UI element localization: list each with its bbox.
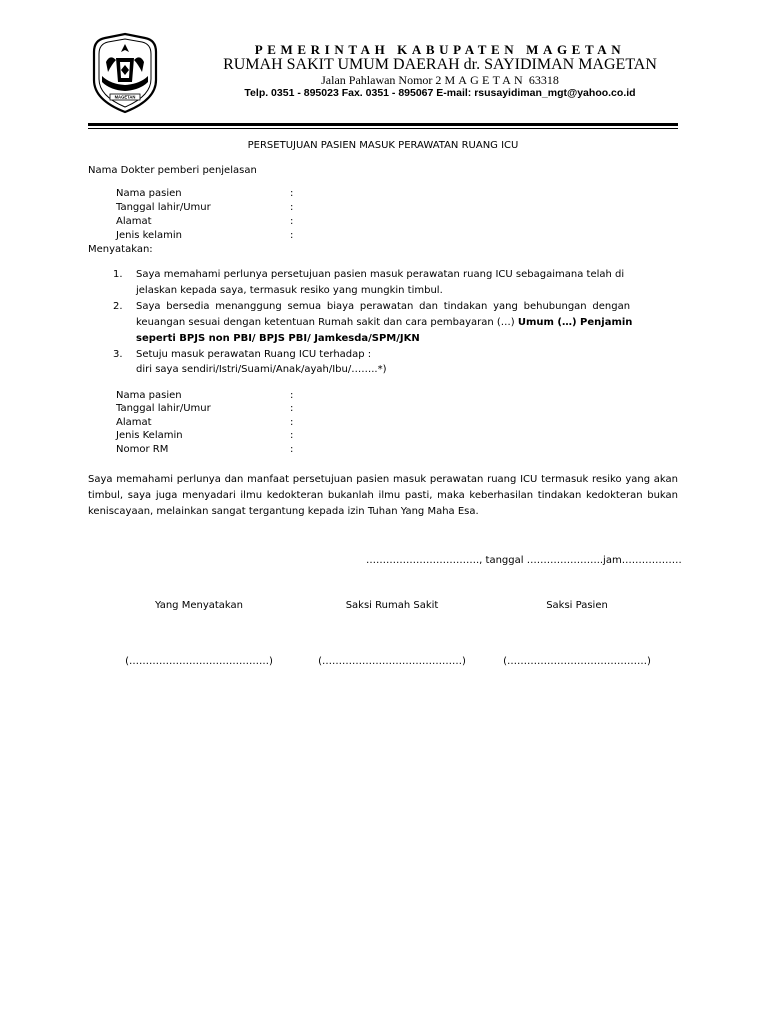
letterhead-divider-thin [88, 128, 678, 129]
signature-role-declarer: Yang Menyatakan [154, 600, 244, 611]
letterhead-address [170, 73, 710, 88]
item-2-line-1: Saya bersedia menanggung semua biaya perawatan dan tindakan yang behubungan dengan [136, 301, 631, 312]
subject-dob-label: Tanggal lahir/Umur [116, 403, 211, 414]
date-time-line: ……………………………., tanggal …………………..jam……………… [366, 555, 682, 566]
subject-gender-label: Jenis Kelamin [116, 430, 183, 441]
patient-name-label: Nama pasien [116, 188, 182, 199]
patient-gender-label: Jenis kelamin [116, 230, 182, 241]
item-3-line-1: Setuju masuk perawatan Ruang ICU terhadap : [136, 349, 372, 360]
subject-dob-colon: : [290, 403, 294, 414]
signature-blank-declarer: (……………………………………) [125, 656, 273, 667]
signature-role-hospital-witness: Saksi Rumah Sakit [345, 600, 439, 611]
letterhead-hospital-name: RUMAH SAKIT UMUM DAERAH dr. SAYIDIMAN MAGETAN [223, 56, 657, 73]
signature-role-patient-witness: Saksi Pasien [546, 600, 608, 611]
letterhead-government: PEMERINTAH KABUPATEN MAGETAN [254, 42, 626, 57]
patient-gender-colon: : [290, 230, 294, 241]
item-3-number: 3. [113, 349, 123, 360]
patient-address-label: Alamat [116, 216, 152, 227]
item-2-line-3: seperti BPJS non PBI/ BPJS PBI/ Jamkesda/SPM/JKN [136, 333, 420, 344]
address-postcode: 63318 [528, 73, 559, 87]
subject-address-label: Alamat [116, 417, 152, 428]
item-2-line-2 [136, 316, 632, 329]
address-street: Jalan Pahlawan Nomor 2 [321, 73, 442, 87]
statement-paragraph: Saya memahami perlunya dan manfaat persetujuan pasien masuk perawatan ruang ICU termasuk resiko yang akan timbul, saya juga menyadari ilmu kedokteran bukanlah ilmu pasti, maka keberhasilan tindakan kedokteran bukan keniscayaan, melainkan sangat tergantung kepada izin Tuhan Yang Maha Esa. [88, 474, 678, 517]
declares-label: Menyatakan: [88, 244, 153, 255]
patient-dob-colon: : [290, 202, 294, 213]
regency-seal-icon [90, 32, 160, 114]
patient-dob-label: Tanggal lahir/Umur [116, 202, 211, 213]
signature-blank-hospital-witness: (……………………………………) [318, 656, 466, 667]
subject-name-label: Nama pasien [116, 390, 182, 401]
item-2-number: 2. [113, 301, 123, 312]
form-title: PERSETUJUAN PASIEN MASUK PERAWATAN RUANG ICU [247, 140, 519, 151]
subject-address-colon: : [290, 417, 294, 428]
subject-name-colon: : [290, 390, 294, 401]
letterhead-divider-thick [88, 123, 678, 126]
address-city: MAGETAN [444, 73, 526, 87]
item-2-line-2-text: keuangan sesuai dengan ketentuan Rumah sakit dan cara pembayaran (…) [136, 317, 518, 328]
doctor-label: Nama Dokter pemberi penjelasan [88, 165, 257, 176]
svg-text:MAGETAN: MAGETAN [114, 94, 136, 100]
item-2-payment-options: Umum (…) Penjamin [517, 317, 633, 328]
subject-mrn-colon: : [290, 444, 294, 455]
item-1-line-1: Saya memahami perlunya persetujuan pasien masuk perawatan ruang ICU sebagaimana telah di [136, 269, 625, 280]
signature-blank-patient-witness: (……………………………………) [503, 656, 651, 667]
patient-name-colon: : [290, 188, 294, 199]
item-1-line-2: jelaskan kepada saya, termasuk resiko yang mungkin timbul. [136, 285, 443, 296]
subject-mrn-label: Nomor RM [116, 444, 169, 455]
item-1-number: 1. [113, 269, 123, 280]
patient-address-colon: : [290, 216, 294, 227]
subject-gender-colon: : [290, 430, 294, 441]
item-3-line-2: diri saya sendiri/Istri/Suami/Anak/ayah/Ibu/……..*) [136, 364, 387, 375]
letterhead-contact: Telp. 0351 - 895023 Fax. 0351 - 895067 E-mail: rsusayidiman_mgt@yahoo.co.id [244, 87, 636, 99]
